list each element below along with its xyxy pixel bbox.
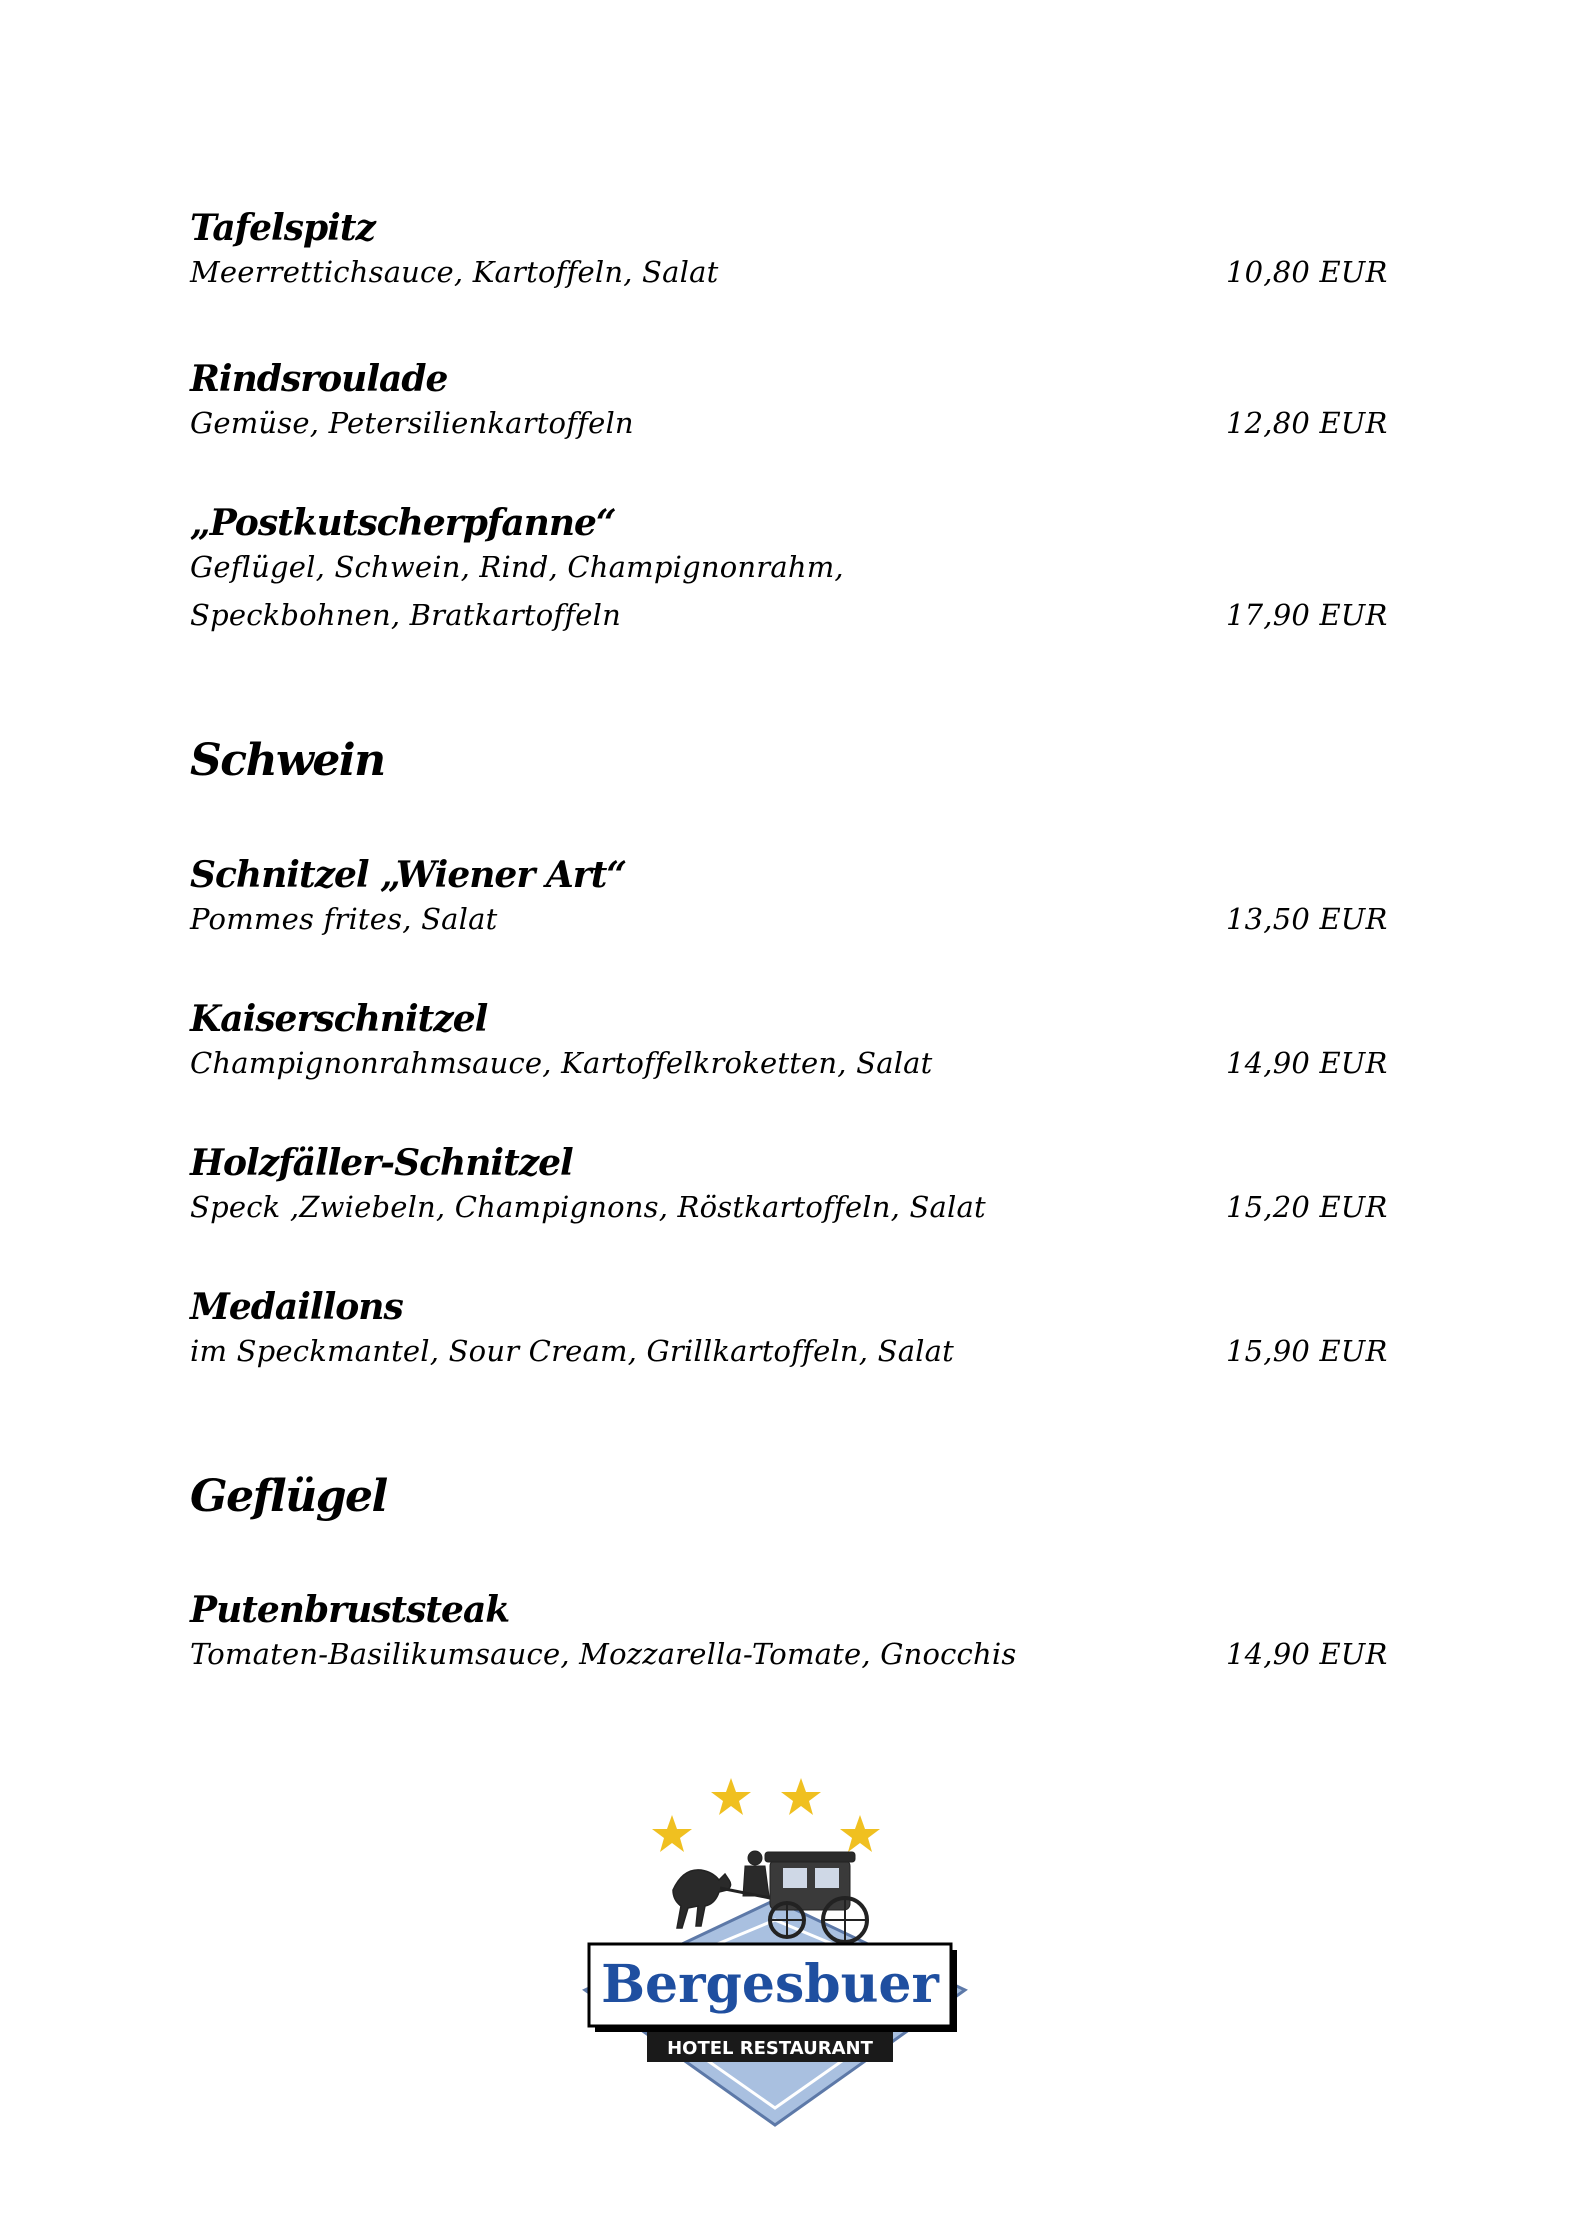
dish-name: Schnitzel „Wiener Art“ [190, 854, 627, 896]
description-text: Meerrettichsauce, Kartoffeln, Salat [190, 255, 719, 289]
description-text: Speck ,Zwiebeln, Champignons, Röstkartoffeln, Salat [190, 1190, 986, 1224]
dish-price: 12,80 EUR [1226, 406, 1388, 440]
description-text: Speckbohnen, Bratkartoffeln [190, 598, 621, 632]
description-text: im Speckmantel, Sour Cream, Grillkartoffeln, Salat [190, 1334, 954, 1368]
dish-tafelspitz [190, 208, 1390, 296]
dish-description [190, 399, 1390, 447]
description-text: Geflügel, Schwein, Rind, Champignonrahm, [190, 550, 844, 584]
dish-name: „Postkutscherpfanne“ [190, 502, 616, 544]
description-text: Gemüse, Petersilienkartoffeln [190, 406, 634, 440]
dish-price: 15,20 EUR [1226, 1190, 1388, 1224]
dish-medaillons [190, 1287, 1390, 1375]
dish-rindsroulade [190, 359, 1390, 447]
dish-name: Holzfäller-Schnitzel [190, 1142, 573, 1184]
logo-name: Bergesbuer [601, 1954, 939, 2015]
star-icon [652, 1815, 692, 1852]
dish-description [190, 248, 1390, 296]
dish-description [190, 1183, 1390, 1231]
dish-postkutscherpfanne [190, 503, 1390, 639]
dish-putenbruststeak [190, 1590, 1390, 1678]
dish-price: 14,90 EUR [1226, 1046, 1388, 1080]
dish-name: Kaiserschnitzel [190, 998, 488, 1040]
star-icon [781, 1778, 821, 1815]
star-icon [840, 1815, 880, 1852]
section-title-schwein: Schwein [190, 735, 385, 786]
dish-description [190, 1630, 1390, 1678]
dish-price: 14,90 EUR [1226, 1637, 1388, 1671]
dish-price: 10,80 EUR [1226, 255, 1388, 289]
star-icon [711, 1778, 751, 1815]
dish-kaiserschnitzel [190, 999, 1390, 1087]
dish-price: 13,50 EUR [1226, 902, 1388, 936]
dish-name: Putenbruststeak [190, 1589, 510, 1631]
dish-description [190, 591, 1390, 639]
description-text: Champignonrahmsauce, Kartoffelkroketten, Salat [190, 1046, 933, 1080]
dish-price: 15,90 EUR [1226, 1334, 1388, 1368]
dish-description [190, 543, 1390, 591]
description-text: Tomaten-Basilikumsauce, Mozzarella-Tomate, Gnocchis [190, 1637, 1017, 1671]
dish-description [190, 1039, 1390, 1087]
dish-name: Rindsroulade [190, 358, 448, 400]
dish-holzfaeller-schnitzel [190, 1143, 1390, 1231]
dish-name: Tafelspitz [190, 207, 375, 249]
description-text: Pommes frites, Salat [190, 902, 498, 936]
star-icons [652, 1778, 880, 1852]
dish-description [190, 1327, 1390, 1375]
dish-name: Medaillons [190, 1286, 403, 1328]
bergesbuer-logo [555, 1770, 995, 2130]
dish-description [190, 895, 1390, 943]
logo-subtitle: HOTEL RESTAURANT [667, 2038, 873, 2059]
dish-schnitzel-wiener-art [190, 855, 1390, 943]
section-title-gefluegel: Geflügel [190, 1471, 387, 1522]
dish-price: 17,90 EUR [1226, 598, 1388, 632]
